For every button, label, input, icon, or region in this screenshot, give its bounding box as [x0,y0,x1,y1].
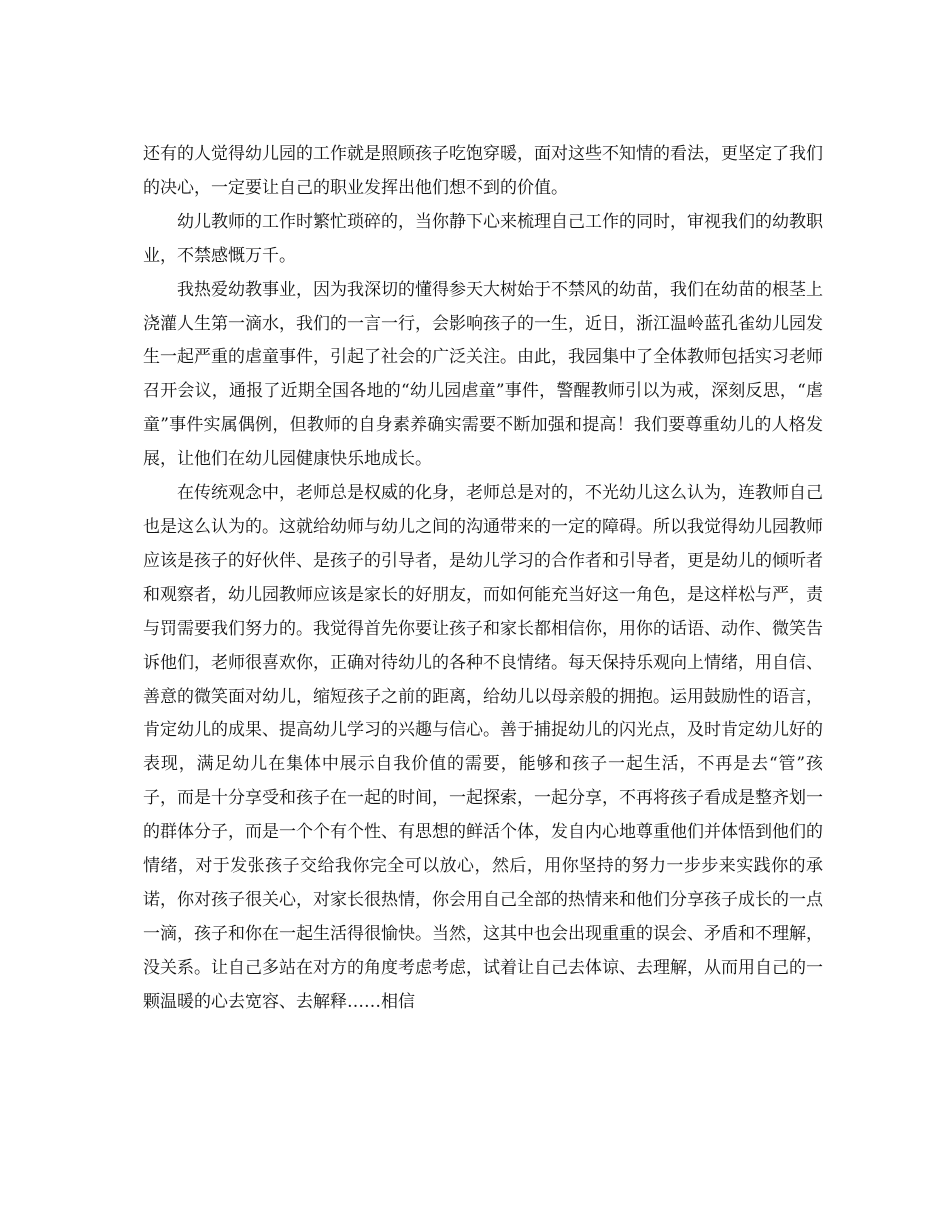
document-body [143,138,823,1020]
paragraph: 在传统观念中，老师总是权威的化身，老师总是对的，不光幼儿这么认为，连教师自己也是这么认为的。这就给幼师与幼儿之间的沟通带来的一定的障碍。所以我觉得幼儿园教师应该是孩子的好伙伴、是孩子的引导者，是幼儿学习的合作者和引导者，更是幼儿的倾听者和观察者，幼儿园教师应该是家长的好朋友，而如何能充当好这一角色，是这样松与严，责与罚需要我们努力的。我觉得首先你要让孩子和家长都相信你，用你的话语、动作、微笑告诉他们，老师很喜欢你，正确对待幼儿的各种不良情绪。每天保持乐观向上情绪，用自信、善意的微笑面对幼儿，缩短孩子之前的距离，给幼儿以母亲般的拥抱。运用鼓励性的语言，肯定幼儿的成果、提高幼儿学习的兴趣与信心。善于捕捉幼儿的闪光点，及时肯定幼儿好的表现，满足幼儿在集体中展示自我价值的需要，能够和孩子一起生活，不再是去“管”孩子，而是十分享受和孩子在一起的时间，一起探索，一起分享，不再将孩子看成是整齐划一的群体分子，而是一个个有个性、有思想的鲜活个体，发自内心地尊重他们并体悟到他们的情绪，对于发张孩子交给我你完全可以放心，然后，用你坚持的努力一步步来实践你的承诺，你对孩子很关心，对家长很热情，你会用自己全部的热情来和他们分享孩子成长的一点一滴，孩子和你在一起生活得很愉快。当然，这其中也会出现重重的误会、矛盾和不理解，没关系。让自己多站在对方的角度考虑考虑，试着让自己去体谅、去理解，从而用自己的一颗温暖的心去宽容、去解释……相信 [143,483,823,1012]
paragraph: 幼儿教师的工作时繁忙琐碎的，当你静下心来梳理自己工作的同时，审视我们的幼教职业，不禁感慨万千。 [143,211,823,266]
paragraph-continued: 还有的人觉得幼儿园的工作就是照顾孩子吃饱穿暖，面对这些不知情的看法，更坚定了我们的决心，一定要让自己的职业发挥出他们想不到的价值。 [143,144,823,198]
paragraph: 我热爱幼教事业，因为我深切的懂得参天大树始于不禁风的幼苗，我们在幼苗的根茎上浇灌人生第一滴水，我们的一言一行，会影响孩子的一生，近日，浙江温岭蓝孔雀幼儿园发生一起严重的虐童事件，引起了社会的广泛关注。由此，我园集中了全体教师包括实习老师召开会议，通报了近期全国各地的“幼儿园虐童”事件，警醒教师引以为戒，深刻反思，“虐童”事件实属偶例，但教师的自身素养确实需要不断加强和提高！我们要尊重幼儿的人格发展，让他们在幼儿园健康快乐地成长。 [143,279,823,470]
